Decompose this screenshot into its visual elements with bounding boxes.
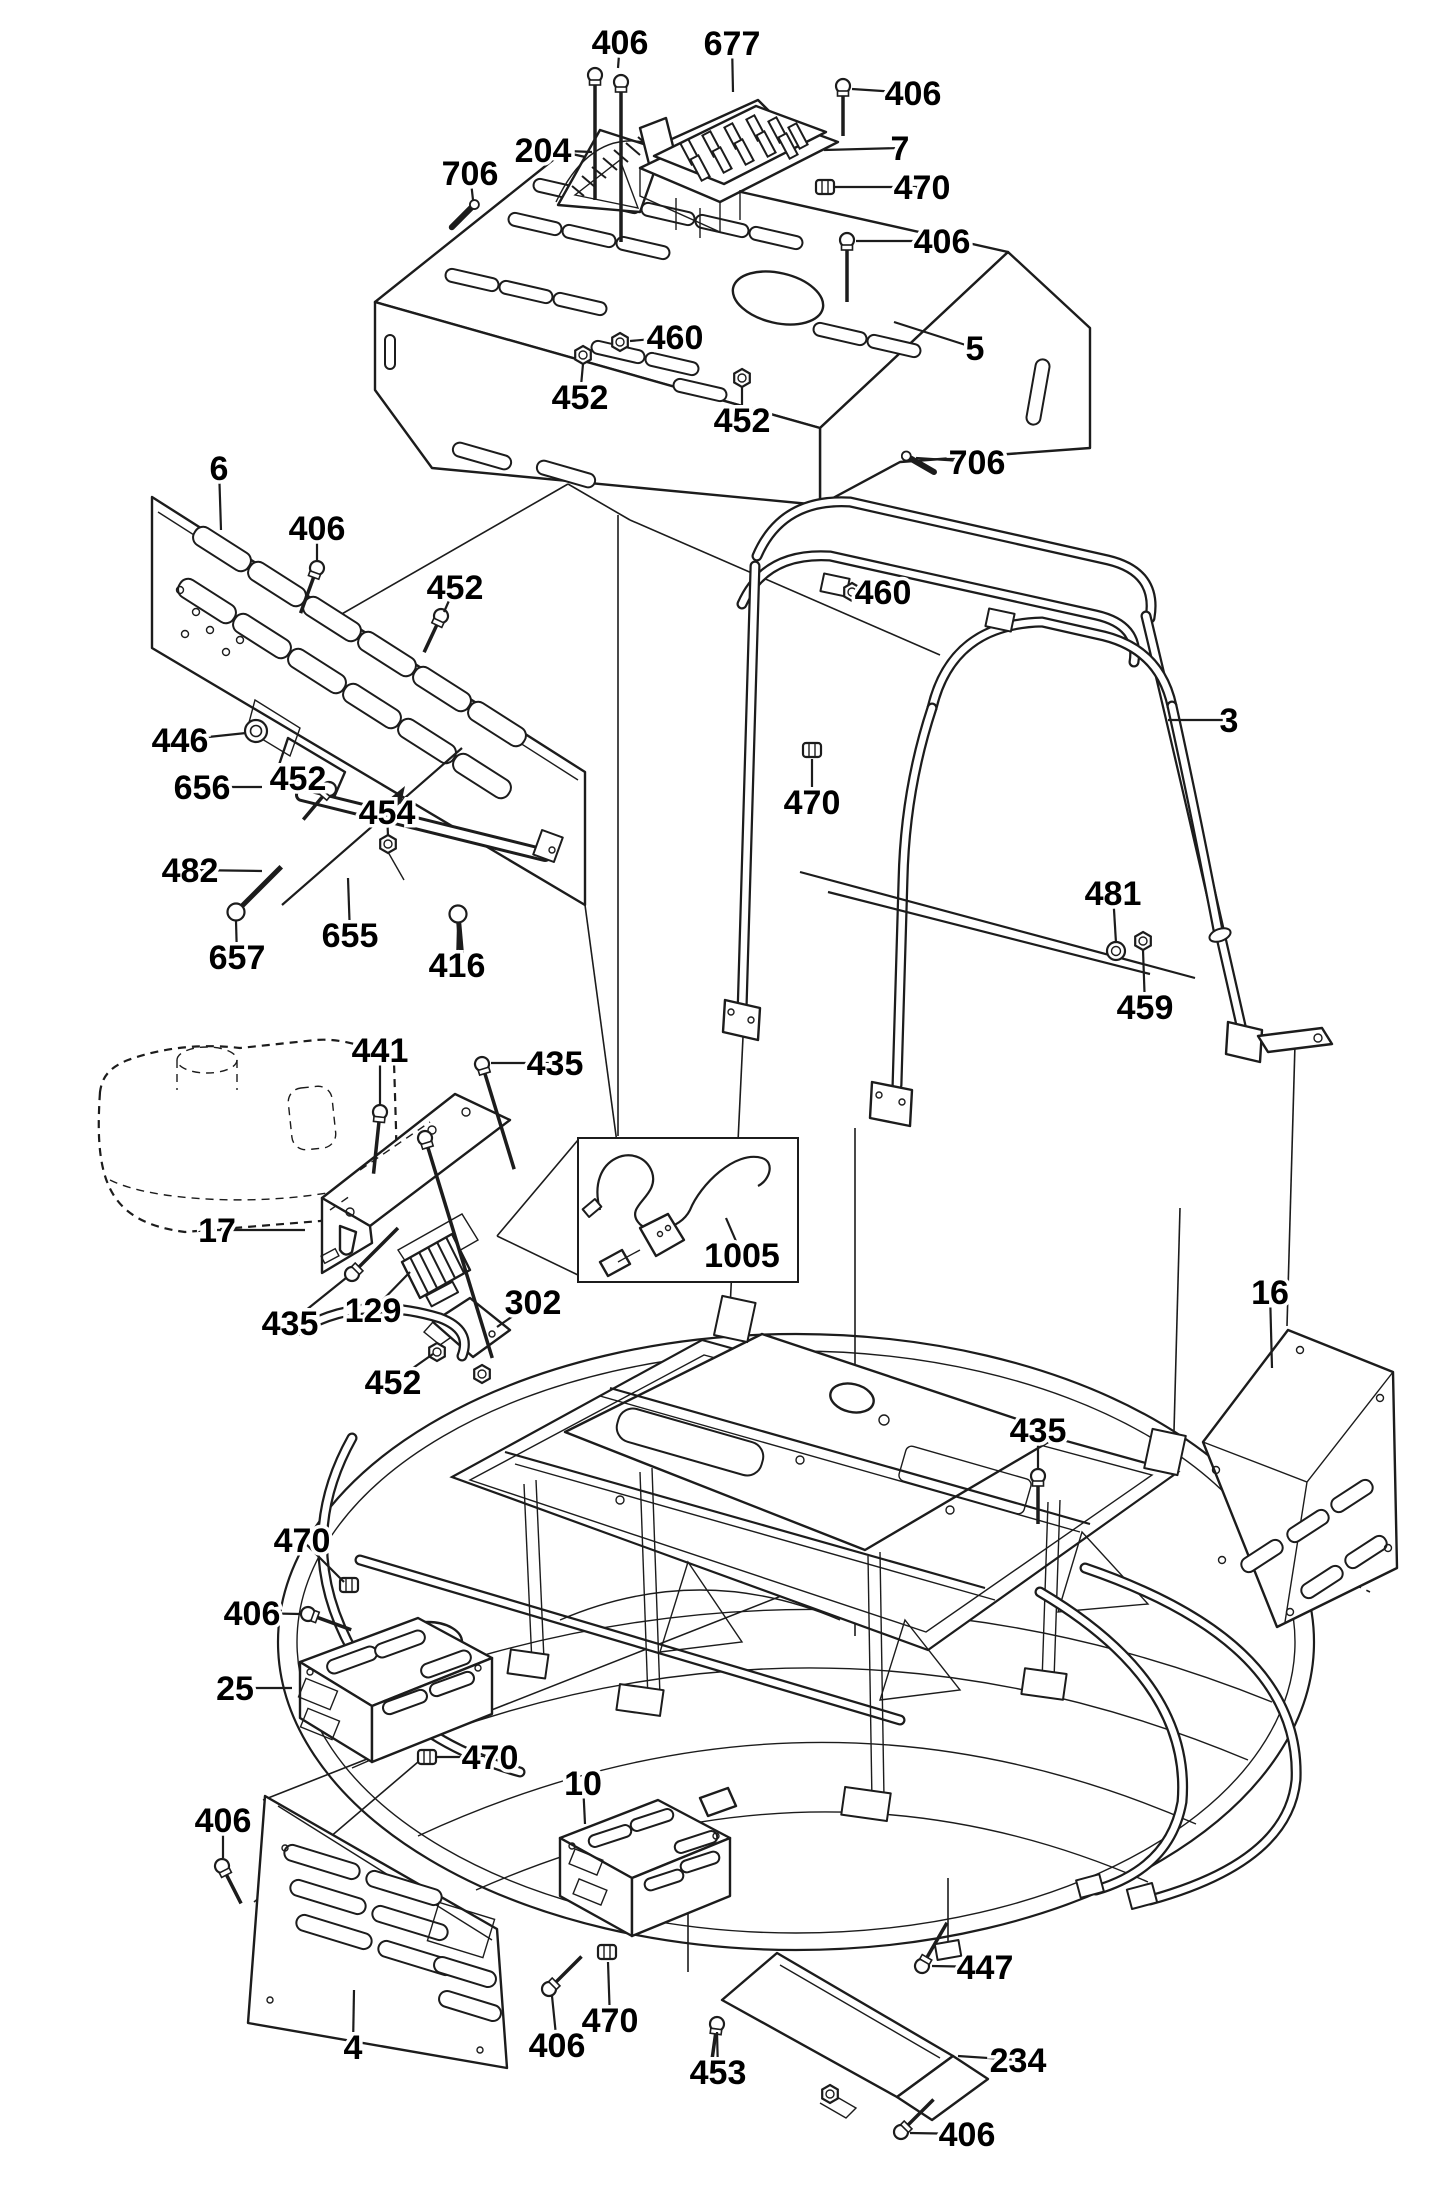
part-plate-234 xyxy=(722,1953,988,2120)
nut-fastener-icon xyxy=(474,1365,490,1383)
callout-label-470-42: 470 xyxy=(461,1739,519,1777)
callout-label-482-23: 482 xyxy=(161,852,219,890)
callout-label-3-17: 3 xyxy=(1219,702,1239,740)
callout-label-10-43: 10 xyxy=(564,1765,602,1803)
nut-fastener-icon xyxy=(1135,932,1151,950)
callout-label-7-4: 7 xyxy=(890,130,910,168)
callout-label-406-14: 406 xyxy=(288,510,346,548)
nut-fastener-icon xyxy=(429,1343,445,1361)
projection-line xyxy=(1173,1208,1180,1468)
part-controller-129 xyxy=(398,1214,478,1306)
callout-label-406-6: 406 xyxy=(913,223,971,261)
callout-label-454-21: 454 xyxy=(358,794,416,832)
screw-fastener-icon xyxy=(418,607,451,656)
callout-label-4-45: 4 xyxy=(343,2029,363,2067)
clip-fastener-icon xyxy=(418,1750,436,1764)
callout-label-435-38: 435 xyxy=(1009,1412,1067,1450)
clip-fastener-icon xyxy=(816,180,834,194)
projection-line xyxy=(568,484,630,520)
clip-fastener-icon xyxy=(598,1945,616,1959)
callout-label-406-47: 406 xyxy=(528,2027,586,2065)
callout-label-16-37: 16 xyxy=(1251,1274,1289,1312)
projection-line xyxy=(497,1236,578,1275)
clip-fastener-icon xyxy=(803,743,821,757)
leader-line xyxy=(824,148,900,150)
callout-label-441-29: 441 xyxy=(351,1032,409,1070)
nut-fastener-icon xyxy=(612,333,628,351)
callout-label-406-40: 406 xyxy=(223,1595,281,1633)
callout-label-452-20: 452 xyxy=(269,760,327,798)
callout-label-416-26: 416 xyxy=(428,947,486,985)
callout-label-234-50: 234 xyxy=(989,2042,1047,2080)
callout-label-706-7: 706 xyxy=(441,155,499,193)
callout-label-6-13: 6 xyxy=(209,450,229,488)
nut-fastener-icon xyxy=(380,835,396,853)
callout-label-129-34: 129 xyxy=(344,1292,402,1330)
callout-label-470-22: 470 xyxy=(783,784,841,822)
callout-label-452-15: 452 xyxy=(426,569,484,607)
callout-label-435-30: 435 xyxy=(526,1045,584,1083)
callout-label-460-8: 460 xyxy=(646,319,704,357)
callout-label-302-35: 302 xyxy=(504,1284,562,1322)
callout-label-447-48: 447 xyxy=(956,1949,1014,1987)
callout-label-470-39: 470 xyxy=(273,1522,331,1560)
callout-label-406-51: 406 xyxy=(938,2116,996,2154)
callout-label-406-0: 406 xyxy=(591,24,649,62)
callout-label-657-25: 657 xyxy=(208,939,266,977)
callout-label-656-19: 656 xyxy=(173,769,231,807)
callout-label-452-9: 452 xyxy=(551,379,609,417)
screw-fastener-icon xyxy=(213,1857,248,1907)
callout-label-677-1: 677 xyxy=(703,25,761,63)
screw-fastener-icon xyxy=(836,79,850,136)
callout-label-5-11: 5 xyxy=(965,330,985,368)
callout-label-459-28: 459 xyxy=(1116,989,1174,1027)
bushing-fastener-icon xyxy=(245,720,267,742)
callout-label-25-41: 25 xyxy=(216,1670,254,1708)
callout-label-453-49: 453 xyxy=(689,2054,747,2092)
callout-label-452-10: 452 xyxy=(713,402,771,440)
part-tank-bracket-17 xyxy=(321,1094,510,1273)
callout-label-406-44: 406 xyxy=(194,1802,252,1840)
callout-label-470-5: 470 xyxy=(893,169,951,207)
screw-fastener-icon xyxy=(539,1952,586,1999)
callout-label-470-46: 470 xyxy=(581,2002,639,2040)
callout-label-17-31: 17 xyxy=(198,1212,236,1250)
callout-label-481-27: 481 xyxy=(1084,875,1142,913)
callout-label-655-24: 655 xyxy=(321,917,379,955)
callout-label-406-2: 406 xyxy=(884,75,942,113)
callout-label-446-18: 446 xyxy=(151,722,209,760)
callout-label-1005-32: 1005 xyxy=(704,1237,780,1275)
part-bracket-10 xyxy=(560,1788,736,1936)
part-side-panel-16 xyxy=(1203,1330,1397,1627)
callout-label-706-12: 706 xyxy=(948,444,1006,482)
callout-label-452-36: 452 xyxy=(364,1364,422,1402)
part-grille-panel-4 xyxy=(248,1796,507,2068)
washer-fastener-icon xyxy=(1107,942,1125,960)
nut-fastener-icon xyxy=(822,2085,838,2103)
callout-label-460-16: 460 xyxy=(854,574,912,612)
callout-label-435-33: 435 xyxy=(261,1305,319,1343)
callout-label-204-3: 204 xyxy=(514,132,572,170)
nut-fastener-icon xyxy=(734,369,750,387)
nut-fastener-icon xyxy=(575,346,591,364)
